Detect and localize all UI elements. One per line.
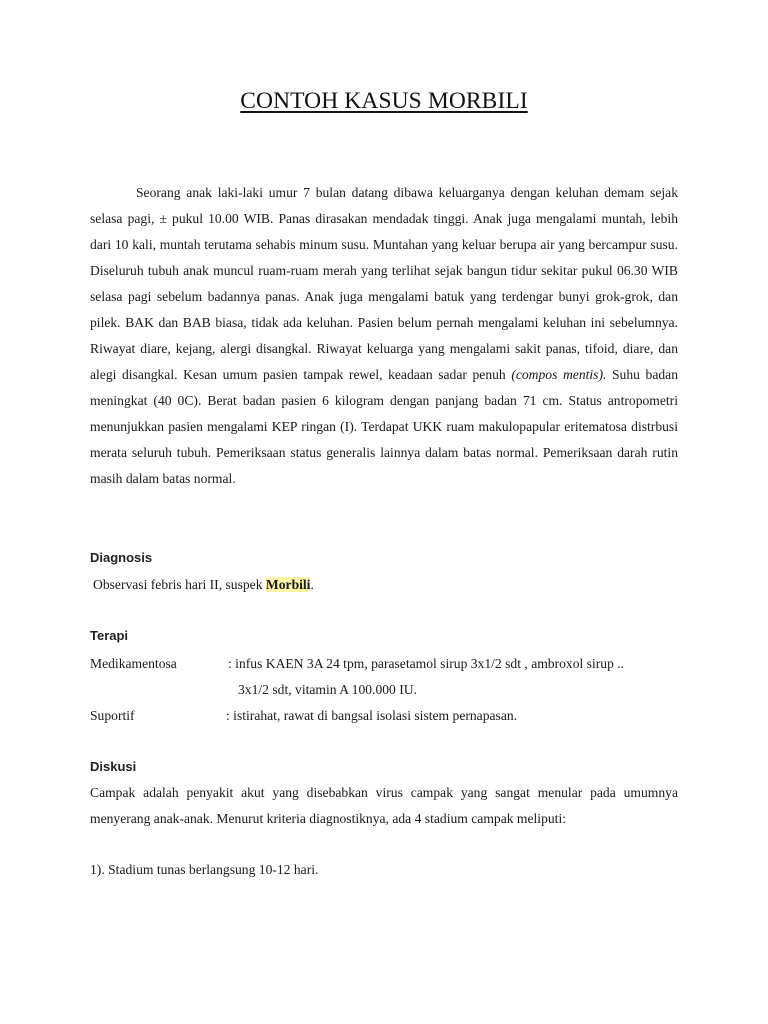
case-description-paragraph — [90, 180, 678, 492]
diagnosis-text-before: Observasi febris hari II, suspek — [93, 577, 266, 592]
diskusi-heading: Diskusi — [90, 759, 137, 774]
case-text-part2: Suhu badan meningkat (40 0C). Berat badan pasien 6 kilogram dengan panjang badan 71 cm. Status antropometri menunjukkan pasien mengalami KEP ringan (I). Terdapat UKK ruam makulopapular eritematosa distrbusi merata seluruh tubuh. Pemeriksaan status generalis lainnya dalam batas normal. Pemeriksaan darah rutin masih dalam batas normal. — [90, 367, 678, 486]
diskusi-paragraph: Campak adalah penyakit akut yang disebabkan virus campak yang sangat menular pada umumnya menyerang anak-anak. Menurut kriteria diagnostiknya, ada 4 stadium campak meliputi: — [90, 785, 678, 826]
diagnosis-highlight-morbili: Morbili — [265, 577, 311, 592]
medikamentosa-label: Medikamentosa — [90, 656, 177, 671]
medikamentosa-value-line2: 3x1/2 sdt, vitamin A 100.000 IU. — [238, 682, 417, 697]
terapi-heading: Terapi — [90, 628, 129, 643]
case-text-italic: (compos mentis). — [511, 367, 607, 382]
medikamentosa-value-line1: : infus KAEN 3A 24 tpm, parasetamol sirup 3x1/2 sdt , ambroxol sirup .. — [228, 656, 625, 671]
suportif-label: Suportif — [90, 708, 135, 723]
diskusi-list-item-1: 1). Stadium tunas berlangsung 10-12 hari. — [90, 862, 319, 877]
case-text-part1: Seorang anak laki-laki umur 7 bulan datang dibawa keluarganya dengan keluhan demam sejak selasa pagi, ± pukul 10.00 WIB. Panas dirasakan mendadak tinggi. Anak juga mengalami muntah, lebih dari 10 kali, muntah terutama sehabis minum susu. Muntahan yang keluar berupa air yang bercampur susu. Diseluruh tubuh anak muncul ruam-ruam merah yang terlihat sejak bangun tidur sekitar pukul 06.30 WIB selasa pagi sebelum badannya panas. Anak juga mengalami batuk yang terdengar bunyi grok-grok, dan pilek. BAK dan BAB biasa, tidak ada keluhan. Pasien belum pernah mengalami keluhan ini sebelumnya. Riwayat diare, kejang, alergi disangkal. Riwayat keluarga yang mengalami sakit panas, tifoid, diare, dan alegi disangkal. Kesan umum pasien tampak rewel, keadaan sadar penuh — [90, 185, 678, 382]
document-title: CONTOH KASUS MORBILI — [240, 88, 528, 114]
diagnosis-text-after: . — [310, 577, 314, 592]
suportif-value: : istirahat, rawat di bangsal isolasi sistem pernapasan. — [226, 708, 518, 723]
diagnosis-text — [93, 575, 314, 595]
diagnosis-heading: Diagnosis — [90, 550, 153, 565]
